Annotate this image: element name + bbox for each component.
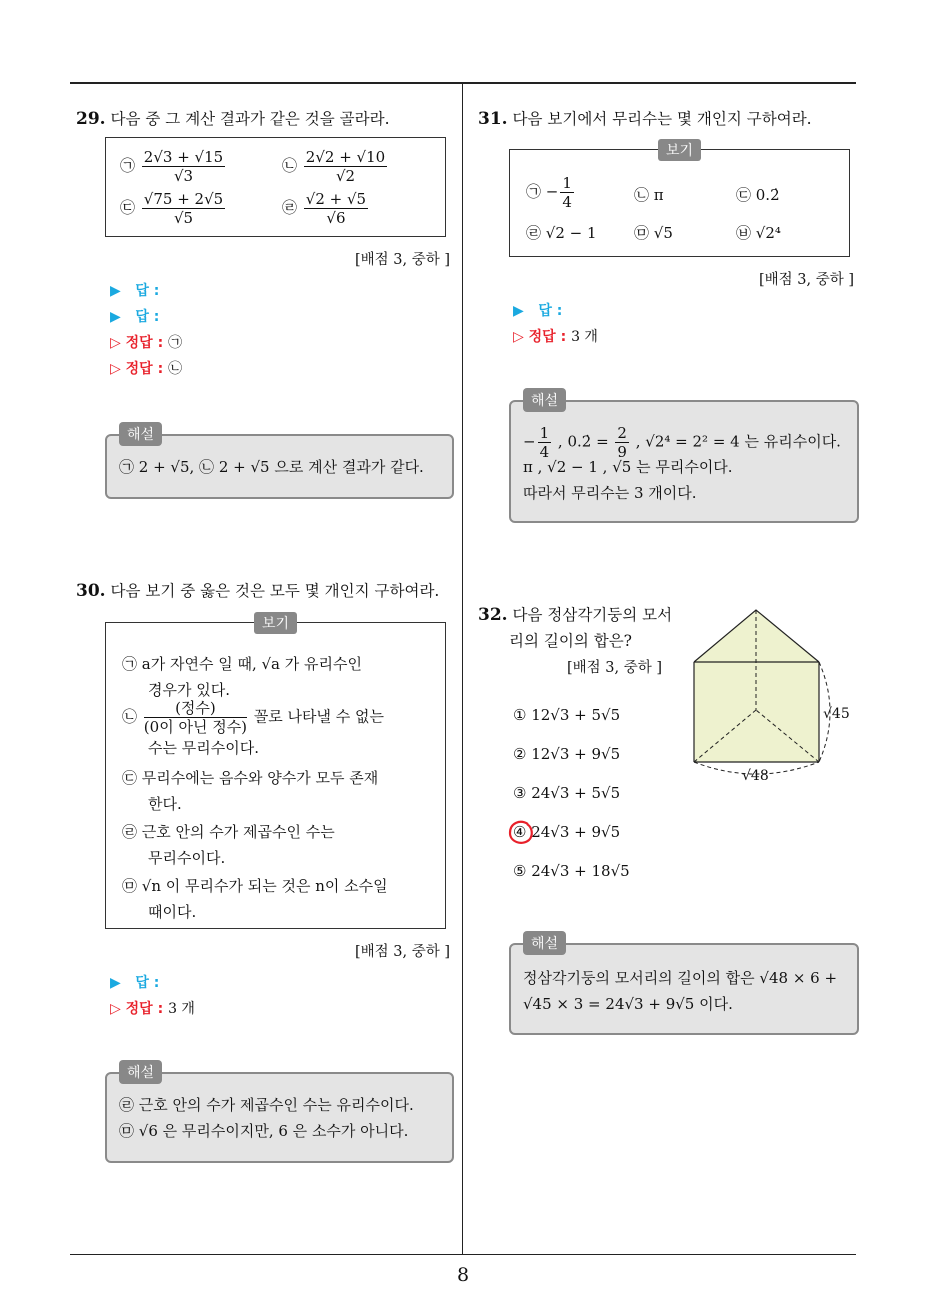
- explanation-box: [105, 1072, 454, 1163]
- explanation-line: 따라서 무리수는 3 개이다.: [523, 484, 697, 502]
- bogi-item-a-cont: 경우가 있다.: [148, 681, 230, 699]
- explanation-tab: 해설: [523, 931, 566, 955]
- fraction: $\frac{1}{4}$: [562, 174, 572, 211]
- bogi-item-b: ㉡ π: [634, 186, 664, 204]
- correct-answer-line: ▷ 정답 : ㉡: [110, 361, 183, 377]
- explanation-line: ㉤ √6 은 무리수이지만, 6 은 소수가 아니다.: [119, 1122, 409, 1140]
- outline-triangle-icon: ▷: [513, 329, 524, 345]
- play-triangle-icon: ▶: [110, 975, 121, 991]
- answer-line: ▶ 답 :: [110, 309, 160, 325]
- question-text: 다음 정삼각기둥의 모서: [512, 606, 673, 624]
- fraction: $\frac{1}{4}$: [539, 424, 550, 461]
- score-label: [배점 3, 중하 ]: [759, 272, 855, 288]
- bogi-item-c-cont: 한다.: [148, 795, 182, 813]
- question-number: 30.: [76, 581, 106, 601]
- bogi-item-a: ㉠ − $\frac{1}{4}$: [526, 174, 572, 211]
- triangular-prism-figure: [686, 604, 856, 794]
- column-divider: [462, 84, 463, 1254]
- fraction: $\frac{√2 + √5}{√6}$: [305, 190, 367, 227]
- bogi-item-f: ㉥ √2⁴: [736, 224, 781, 242]
- choice-1[interactable]: ① 12√3 + 5√5: [513, 706, 621, 724]
- option-mark: ㉢: [120, 198, 136, 217]
- option-mark: ㉠: [526, 182, 542, 201]
- answer-line: ▶ 답 :: [513, 303, 563, 319]
- explanation-line: 정삼각기둥의 모서리의 길이의 합은 √48 × 6 +: [523, 969, 838, 987]
- question-number: 31.: [478, 109, 508, 129]
- side-length-label: √45: [823, 706, 850, 722]
- choice-4[interactable]: ④ 24√3 + 9√5: [513, 823, 621, 841]
- explanation-line: π , √2 − 1 , √5 는 무리수이다.: [523, 458, 733, 476]
- page-number: 8: [456, 1264, 470, 1286]
- explanation-tab: 해설: [119, 422, 162, 446]
- correct-answer-line: ▷ 정답 : 3 개: [513, 329, 598, 345]
- play-triangle-icon: ▶: [110, 309, 121, 325]
- correct-answer-line: ▷ 정답 : ㉠: [110, 335, 183, 351]
- explanation-line: √45 × 3 = 24√3 + 9√5 이다.: [523, 995, 733, 1013]
- outline-triangle-icon: ▷: [110, 361, 121, 377]
- question-number: 29.: [76, 109, 106, 129]
- choice-3[interactable]: ③ 24√3 + 5√5: [513, 784, 621, 802]
- bogi-item-e-cont: 때이다.: [148, 903, 197, 921]
- score-label: [배점 3, 중하 ]: [355, 252, 451, 268]
- base-length-label: √48: [742, 768, 769, 784]
- option-a: [120, 148, 227, 185]
- explanation-box: [509, 943, 859, 1035]
- question-number: 32.: [478, 605, 508, 625]
- fraction: $\frac{\text{(정수)}}{\text{(0이 아닌 정수)}}$: [143, 699, 248, 736]
- bogi-item-b: ㉡ $\frac{\text{(정수)}}{\text{(0이 아닌 정수)}}$ 꼴로 나타낼 수 없는: [122, 699, 385, 736]
- question-text: 다음 보기에서 무리수는 몇 개인지 구하여라.: [512, 110, 812, 128]
- header-rule: [70, 82, 856, 84]
- fraction: $\frac{2√3 + √15}{√3}$: [143, 148, 224, 185]
- bogi-item-b-cont: 수는 무리수이다.: [148, 739, 259, 757]
- answer-line: ▶ 답 :: [110, 975, 160, 991]
- option-mark: ㉣: [282, 198, 298, 217]
- question-text: 다음 중 그 계산 결과가 같은 것을 골라라.: [110, 110, 390, 128]
- bogi-item-c: ㉢ 무리수에는 음수와 양수가 모두 존재: [122, 769, 379, 787]
- fraction: $\frac{2}{9}$: [617, 424, 627, 461]
- options-box: [105, 137, 446, 237]
- option-mark: ㉡: [282, 156, 298, 175]
- score-label: [배점 3, 중하 ]: [567, 660, 663, 676]
- outline-triangle-icon: ▷: [110, 335, 121, 351]
- option-d: [282, 190, 370, 227]
- explanation-text: ㉠ 2 + √5, ㉡ 2 + √5 으로 계산 결과가 같다.: [119, 458, 424, 476]
- outline-triangle-icon: ▷: [110, 1001, 121, 1017]
- explanation-box: [509, 400, 859, 523]
- fraction: $\frac{√75 + 2√5}{√5}$: [143, 190, 224, 227]
- question-text: 다음 보기 중 옳은 것은 모두 몇 개인지 구하여라.: [110, 582, 440, 600]
- bogi-item-e: ㉤ √5: [634, 224, 673, 242]
- question-29: [76, 108, 390, 130]
- bogi-tab: 보기: [658, 139, 701, 161]
- explanation-tab: 해설: [523, 388, 566, 412]
- bogi-item-a: ㉠ a가 자연수 일 때, √a 가 유리수인: [122, 655, 362, 673]
- bogi-box: [509, 149, 850, 257]
- choice-2[interactable]: ② 12√3 + 9√5: [513, 745, 621, 763]
- option-mark: ㉠: [120, 156, 136, 175]
- bogi-box: [105, 622, 446, 929]
- play-triangle-icon: ▶: [110, 283, 121, 299]
- bogi-tab: 보기: [254, 612, 297, 634]
- footer-rule: [70, 1254, 856, 1255]
- option-mark: ㉡: [122, 707, 138, 726]
- bogi-item-d: ㉣ 근호 안의 수가 제곱수인 수는: [122, 823, 335, 841]
- option-b: [282, 148, 389, 185]
- bogi-item-c: ㉢ 0.2̇: [736, 186, 780, 204]
- selected-answer-mark: [506, 818, 536, 848]
- score-label: [배점 3, 중하 ]: [355, 944, 451, 960]
- question-30: [76, 580, 439, 602]
- question-31: [478, 108, 812, 130]
- explanation-tab: 해설: [119, 1060, 162, 1084]
- option-c: [120, 190, 227, 227]
- explanation-line: − $\frac{1}{4}$ , 0.2̇ = $\frac{2}{9}$ , √2⁴ = 2² = 4 는 유리수이다.: [523, 424, 841, 461]
- bogi-item-e: ㉤ √n 이 무리수가 되는 것은 n이 소수일: [122, 877, 388, 895]
- correct-answer-line: ▷ 정답 : 3 개: [110, 1001, 195, 1017]
- bogi-item-d-cont: 무리수이다.: [148, 849, 226, 867]
- question-text-cont: 리의 길이의 합은?: [509, 632, 632, 650]
- fraction: $\frac{2√2 + √10}{√2}$: [305, 148, 386, 185]
- answer-line: ▶ 답 :: [110, 283, 160, 299]
- bogi-item-d: ㉣ √2 − 1: [526, 224, 597, 242]
- explanation-line: ㉣ 근호 안의 수가 제곱수인 수는 유리수이다.: [119, 1096, 414, 1114]
- play-triangle-icon: ▶: [513, 303, 524, 319]
- choice-5[interactable]: ⑤ 24√3 + 18√5: [513, 862, 630, 880]
- question-32: [478, 604, 672, 626]
